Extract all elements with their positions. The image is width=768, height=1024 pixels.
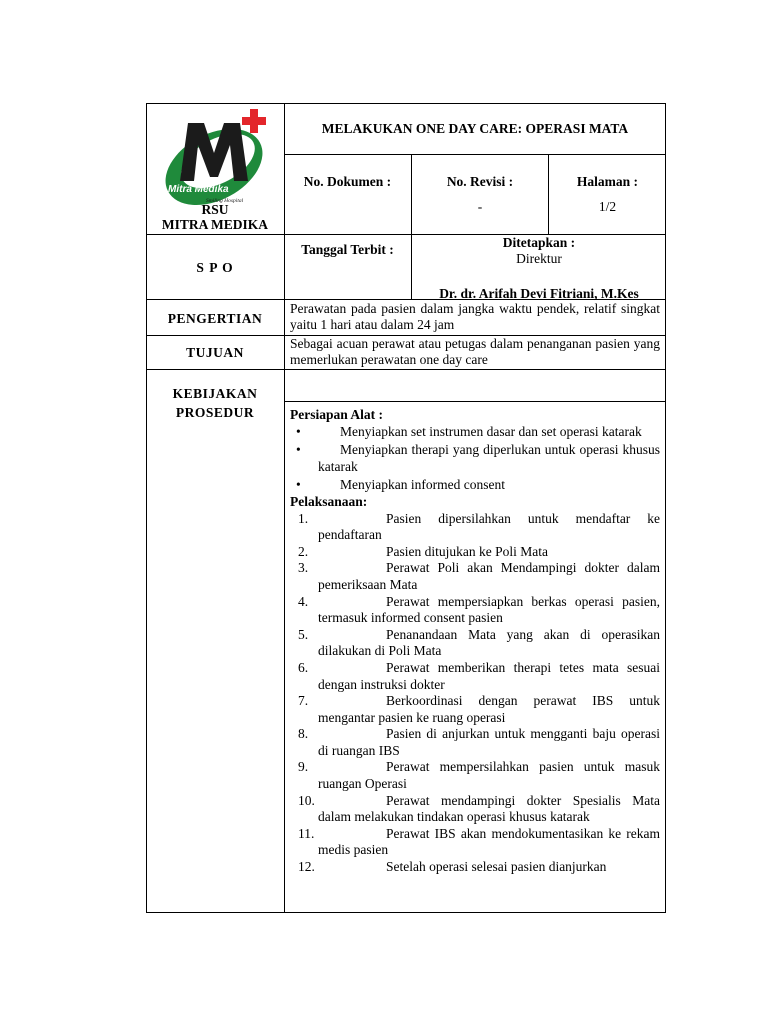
tujuan-label: TUJUAN <box>186 345 244 360</box>
ditetapkan-label: Ditetapkan : <box>502 235 576 250</box>
border-kebijakan-bottom <box>284 401 666 402</box>
list-item <box>290 826 660 859</box>
border-bottom <box>146 912 666 913</box>
logo-cross-horizontal <box>242 117 266 125</box>
bullet-icon: • <box>296 423 301 439</box>
border-title-bottom <box>284 154 666 155</box>
bullet-text: Menyiapkan set instrumen dasar dan set operasi katarak <box>340 423 642 439</box>
list-item <box>290 627 660 660</box>
no-revisi-label: No. Revisi : <box>446 174 514 189</box>
step-text: Perawat memberikan therapi tetes mata sesuai dengan instruksi dokter <box>318 659 660 692</box>
step-text: Perawat IBS akan mendokumentasikan ke rekam medis pasien <box>318 825 660 858</box>
document-title: MELAKUKAN ONE DAY CARE: OPERASI MATA <box>321 121 629 136</box>
step-number: 1. <box>298 510 309 526</box>
step-number: 10. <box>298 792 315 808</box>
bullet-icon: • <box>296 442 301 458</box>
border-logo-bottom <box>146 234 284 235</box>
bullet-icon: • <box>296 477 301 493</box>
no-revisi-value: - <box>477 199 483 214</box>
prosedur-content <box>290 407 660 876</box>
step-text: Penanandaan Mata yang akan di operasikan dilakukan di Poli Mata <box>318 626 660 659</box>
list-item <box>290 660 660 693</box>
border-col3 <box>548 154 549 234</box>
step-number: 12. <box>298 859 315 875</box>
step-number: 3. <box>298 560 309 576</box>
prosedur-label: PROSEDUR <box>175 405 255 420</box>
hospital-logo <box>162 109 272 209</box>
list-item <box>290 693 660 726</box>
step-text: Berkoordinasi dengan perawat IBS untuk mengantar pasien ke ruang operasi <box>318 693 660 725</box>
tanggal-terbit-label: Tanggal Terbit : <box>301 242 394 257</box>
step-number: 4. <box>298 593 309 609</box>
list-item <box>290 544 660 561</box>
step-text: Perawat Poli akan Mendampingi dokter dalam pemeriksaan Mata <box>318 560 660 592</box>
step-text: Perawat mempersiapkan berkas operasi pasien, termasuk informed consent pasien <box>318 593 660 626</box>
border-mid <box>284 103 285 913</box>
step-number: 7. <box>298 693 309 709</box>
list-item <box>290 759 660 792</box>
halaman-value: 1/2 <box>598 199 617 214</box>
list-item <box>290 477 660 494</box>
tujuan-text: Sebagai acuan perawat atau petugas dalam penanganan pasien yang memerlukan perawatan one day care <box>290 336 660 367</box>
kebijakan-label: KEBIJAKAN <box>172 386 258 401</box>
step-text: Pasien di anjurkan untuk mengganti baju operasi di ruangan IBS <box>318 726 660 758</box>
pengertian-text: Perawatan pada pasien dalam jangka waktu pendek, relatif singkat yaitu 1 hari atau dalam 24 jam <box>290 301 660 332</box>
list-item <box>290 726 660 759</box>
step-number: 9. <box>298 759 309 775</box>
pelaksanaan-title: Pelaksanaan: <box>290 493 368 509</box>
no-dokumen-label: No. Dokumen : <box>303 174 392 189</box>
border-top <box>146 103 666 104</box>
border-tujuan-bottom <box>146 369 666 370</box>
logo-brand-text: Mitra Medika <box>168 184 229 195</box>
list-item <box>290 511 660 544</box>
list-item <box>290 859 660 876</box>
hospital-name-line2: MITRA MEDIKA <box>161 217 269 232</box>
persiapan-title: Persiapan Alat : <box>290 407 383 422</box>
halaman-label: Halaman : <box>576 174 639 189</box>
logo-tagline-text: Smiling Hospital <box>206 198 244 204</box>
step-text: Pasien dipersilahkan untuk mendaftar ke pendaftaran <box>318 510 660 543</box>
list-item <box>290 424 660 441</box>
step-text: Perawat mendampingi dokter Spesialis Mata dalam melakukan tindakan operasi khusus katarak <box>318 792 660 825</box>
spo-document <box>146 103 666 913</box>
step-number: 8. <box>298 726 309 742</box>
bullet-text: Menyiapkan therapi yang diperlukan untuk operasi khusus katarak <box>318 442 660 474</box>
ditetapkan-name: Dr. dr. Arifah Devi Fitriani, M.Kes <box>439 286 639 301</box>
list-item <box>290 594 660 627</box>
step-number: 2. <box>298 543 309 559</box>
spo-label: S P O <box>196 260 234 275</box>
step-number: 6. <box>298 659 309 675</box>
step-text: Setelah operasi selesai pasien dianjurkan <box>386 859 607 875</box>
border-right <box>665 103 666 913</box>
hospital-name-line1: RSU <box>201 202 229 217</box>
step-text: Perawat mempersilahkan pasien untuk masuk ruangan Operasi <box>318 759 660 792</box>
step-number: 11. <box>298 825 315 841</box>
list-item <box>290 560 660 593</box>
list-item <box>290 442 660 475</box>
bullet-text: Menyiapkan informed consent <box>340 477 505 493</box>
pengertian-label: PENGERTIAN <box>167 311 263 326</box>
list-item <box>290 793 660 826</box>
step-text: Pasien ditujukan ke Poli Mata <box>386 543 548 559</box>
ditetapkan-role: Direktur <box>516 251 562 266</box>
step-number: 5. <box>298 626 309 642</box>
